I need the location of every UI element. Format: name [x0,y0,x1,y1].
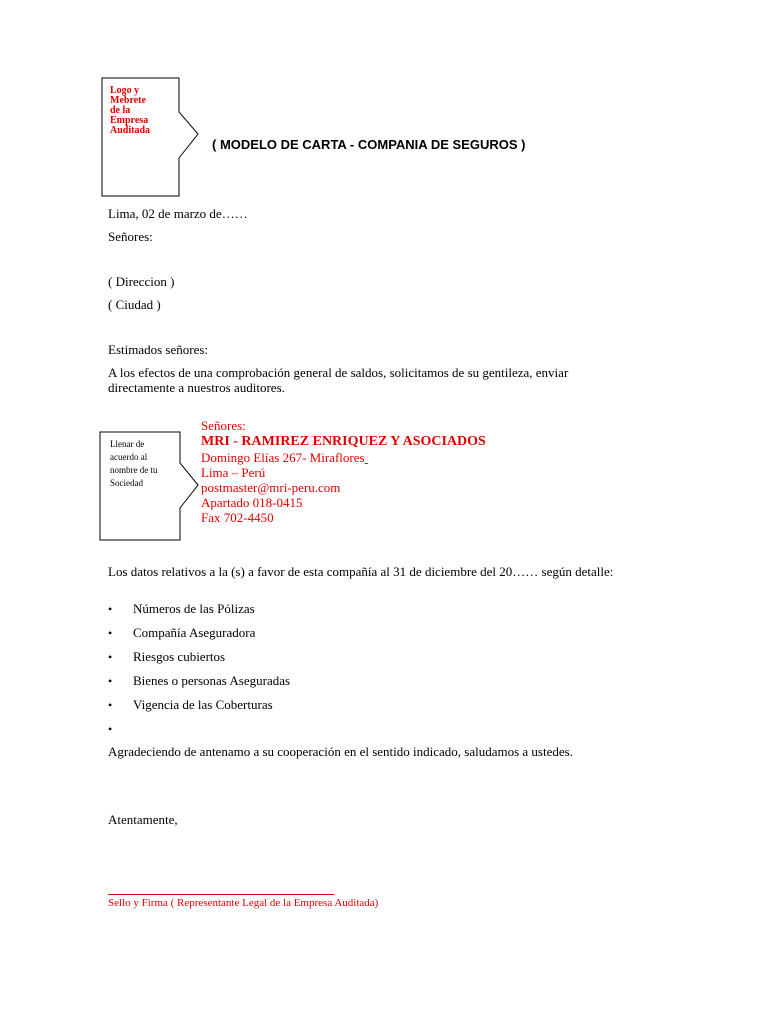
list-item [108,600,290,624]
list-item [108,720,290,744]
details-list [108,600,290,744]
list-item-label: Vigencia de las Coberturas [133,697,273,712]
address-ciudad: ( Ciudad ) [108,297,161,312]
list-item-label: Compañía Aseguradora [133,625,256,640]
closing-text: Agradeciendo de antenamo a su cooperación en el sentido indicado, saludamos a ustedes. [108,744,573,759]
page-title: ( MODELO DE CARTA - COMPANIA DE SEGUROS ) [212,137,526,152]
signature-line [108,894,334,895]
auditor-email[interactable]: postmaster@mri-peru.com [201,480,341,495]
salutation-to: Señores: [108,229,153,244]
details-intro: Los datos relativos a la (s) a favor de esta compañía al 31 de diciembre del 20…… según detalle: [108,564,614,579]
auditor-city: Lima – Perú [201,465,266,480]
date-line: Lima, 02 de marzo de…… [108,206,248,221]
greeting: Estimados señores: [108,342,209,357]
intro-line-1: A los efectos de una comprobación general de saldos, solicitamos de su gentileza, enviar [108,365,569,380]
list-item-label: Riesgos cubiertos [133,649,226,664]
list-item [108,672,290,696]
list-item-label: Bienes o personas Aseguradas [133,673,291,688]
intro-line-2: directamente a nuestros auditores. [108,380,285,395]
list-item [108,696,290,720]
bullet-icon: • [108,722,113,736]
list-item-label: Números de las Pólizas [133,601,255,616]
auditor-street [201,450,368,466]
bullet-icon: • [108,698,113,712]
auditor-salutation: Señores: [201,418,246,433]
signoff: Atentamente, [108,812,178,827]
list-item [108,648,290,672]
signature-caption: Sello y Firma ( Representante Legal de la Empresa Auditada) [108,897,379,909]
logo-callout-label: Logo y Mebrete de la Empresa Auditada [110,85,151,136]
fill-callout-label: Llenar de acuerdo al nombre de tu Sociedad [110,439,158,488]
bullet-icon: • [108,674,113,688]
auditor-fax: Fax 702-4450 [201,510,274,525]
bullet-icon: • [108,650,113,664]
auditor-po-box: Apartado 018-0415 [201,495,303,510]
address-direccion: ( Direccion ) [108,274,175,289]
bullet-icon: • [108,626,113,640]
list-item [108,624,290,648]
bullet-icon: • [108,602,113,616]
auditor-firm-name: MRI - RAMIREZ ENRIQUEZ Y ASOCIADOS [201,434,486,449]
auditor-street-text: Domingo Elías 267- Miraflores [201,450,365,465]
